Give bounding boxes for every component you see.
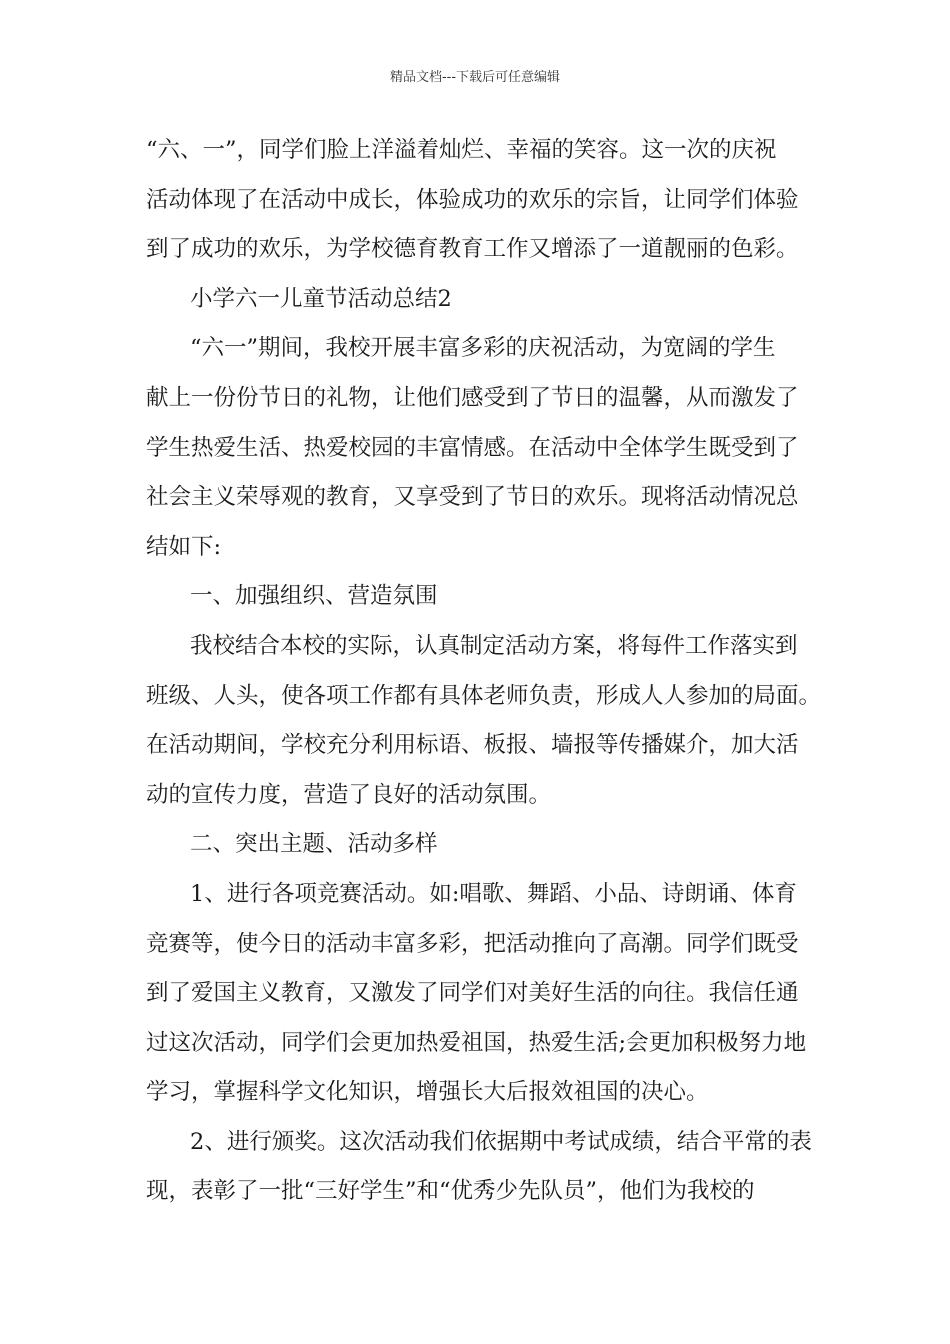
document-body <box>146 132 826 1223</box>
text-line: 学生热爱生活、热爱校园的丰富情感。在活动中全体学生既受到了 <box>146 434 799 461</box>
text-line: 2、进行颁奖。这次活动我们依据期中考试成绩，结合平常的表 <box>190 1128 812 1155</box>
text-line: 现，表彰了一批“三好学生”和“优秀少先队员”，他们为我校的 <box>146 1178 755 1205</box>
text-line: 在活动期间，学校充分利用标语、板报、墙报等传播媒介，加大活 <box>146 732 799 759</box>
text-line: 活动体现了在活动中成长，体验成功的欢乐的宗旨，让同学们体验 <box>146 186 799 213</box>
text-line: 1、进行各项竞赛活动。如:唱歌、舞蹈、小品、诗朗诵、体育 <box>190 880 797 907</box>
text-line: 我校结合本校的实际，认真制定活动方案，将每件工作落实到 <box>190 632 798 659</box>
text-line: 到了爱国主义教育，又激发了同学们对美好生活的向往。我信任通 <box>146 980 799 1007</box>
section-heading: 二、突出主题、活动多样 <box>190 831 438 858</box>
text-line: 到了成功的欢乐，为学校德育教育工作又增添了一道靓丽的色彩。 <box>146 236 799 263</box>
text-line: 过这次活动，同学们会更加热爱祖国，热爱生活;会更加积极努力地 <box>146 1029 807 1056</box>
text-line: “六、一”，同学们脸上洋溢着灿烂、幸福的笑容。这一次的庆祝 <box>146 137 777 163</box>
text-line: 献上一份份节日的礼物，让他们感受到了节日的温馨，从而激发了 <box>146 384 799 411</box>
text-line: 动的宣传力度，营造了良好的活动氛围。 <box>146 781 552 808</box>
section-title: 小学六一儿童节活动总结2 <box>190 285 452 312</box>
text-line: 社会主义荣辱观的教育，又享受到了节日的欢乐。现将活动情况总 <box>146 484 799 511</box>
section-heading: 一、加强组织、营造氛围 <box>190 583 438 610</box>
text-line: 班级、人头，使各项工作都有具体老师负责，形成人人参加的局面。 <box>146 682 822 709</box>
text-line: 学习，掌握科学文化知识，增强长大后报效祖国的决心。 <box>146 1079 709 1106</box>
text-line: “六一”期间，我校开展丰富多彩的庆祝活动，为宽阔的学生 <box>190 335 776 362</box>
text-line: 竞赛等，使今日的活动丰富多彩，把活动推向了高潮。同学们既受 <box>146 930 799 957</box>
page-header: 精品文档---下载后可任意编辑 <box>389 70 561 85</box>
text-line: 结如下: <box>146 533 222 560</box>
